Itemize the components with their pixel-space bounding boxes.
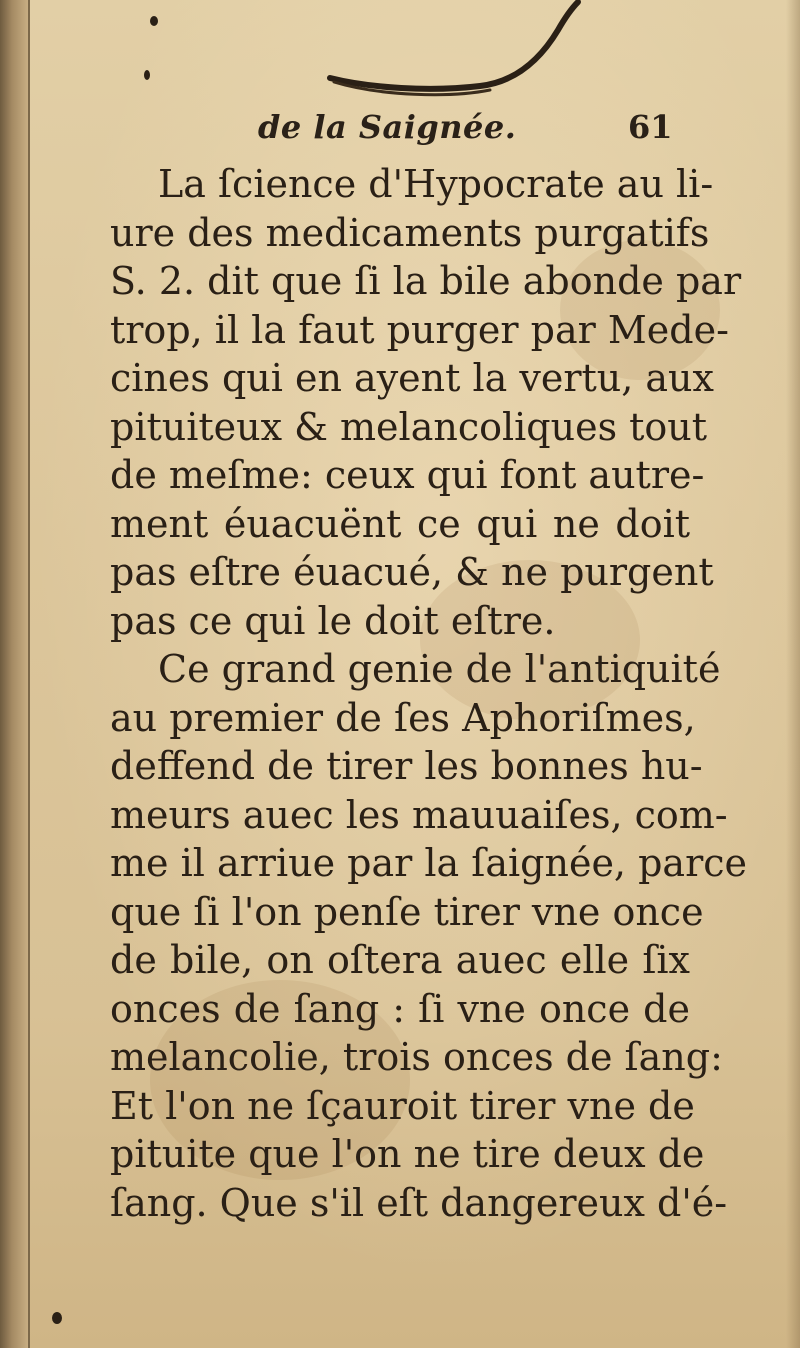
ink-flourish-ornament xyxy=(310,0,610,110)
text-line: S. 2. dit que ſi la bile abonde par xyxy=(110,259,742,303)
text-line: trop, il la faut purger par Mede- xyxy=(110,307,729,352)
text-line: que ſi l'on penſe tirer vne once xyxy=(110,889,704,934)
binding-gutter xyxy=(0,0,30,1348)
text-line: de bile, on oſtera auec elle ſix xyxy=(110,938,690,982)
text-line: Et l'on ne ſçauroit tirer vne de xyxy=(110,1083,695,1128)
text-line: au premier de ſes Aphoriſmes, xyxy=(110,695,696,740)
text-line: onces de ſang : ſi vne once de xyxy=(110,986,690,1031)
text-line: pas eſtre éuacué, & ne purgent xyxy=(110,550,714,594)
gutter-edge-line xyxy=(28,0,30,1348)
text-line: meurs auec les mauuaiſes, com- xyxy=(110,792,728,837)
text-line: ment éuacuënt ce qui ne doit xyxy=(110,501,690,546)
text-line: pituite que l'on ne tire deux de xyxy=(110,1132,705,1176)
text-line: me il arriue par la ſaignée, parce xyxy=(110,841,748,885)
ink-dot xyxy=(52,1312,62,1324)
text-line: pituiteux & melancoliques tout xyxy=(110,404,708,449)
text-line: ſang. Que s'il eſt dangereux d'é- xyxy=(110,1180,728,1225)
page-right-edge xyxy=(786,0,800,1348)
paragraph xyxy=(110,160,742,645)
paragraph xyxy=(110,645,748,1227)
body-text xyxy=(110,160,748,1227)
ink-dot xyxy=(144,70,150,80)
text-line: cines qui en ayent la vertu, aux xyxy=(110,356,714,400)
text-line: de meſme: ceux qui font autre- xyxy=(110,453,705,497)
text-line: melancolie, trois onces de ſang: xyxy=(110,1035,723,1079)
text-line: Ce grand genie de l'antiquité xyxy=(158,647,721,691)
text-line: La ſcience d'Hypocrate au li- xyxy=(158,162,714,206)
text-line: pas ce qui le doit eſtre. xyxy=(110,598,556,643)
ink-dot xyxy=(150,16,158,26)
text-line: ure des medicaments purgatifs xyxy=(110,210,710,255)
running-head: de la Saignée. xyxy=(258,108,517,146)
page-header xyxy=(0,108,800,156)
page-number: 61 xyxy=(628,108,673,146)
text-line: deffend de tirer les bonnes hu- xyxy=(110,744,703,788)
